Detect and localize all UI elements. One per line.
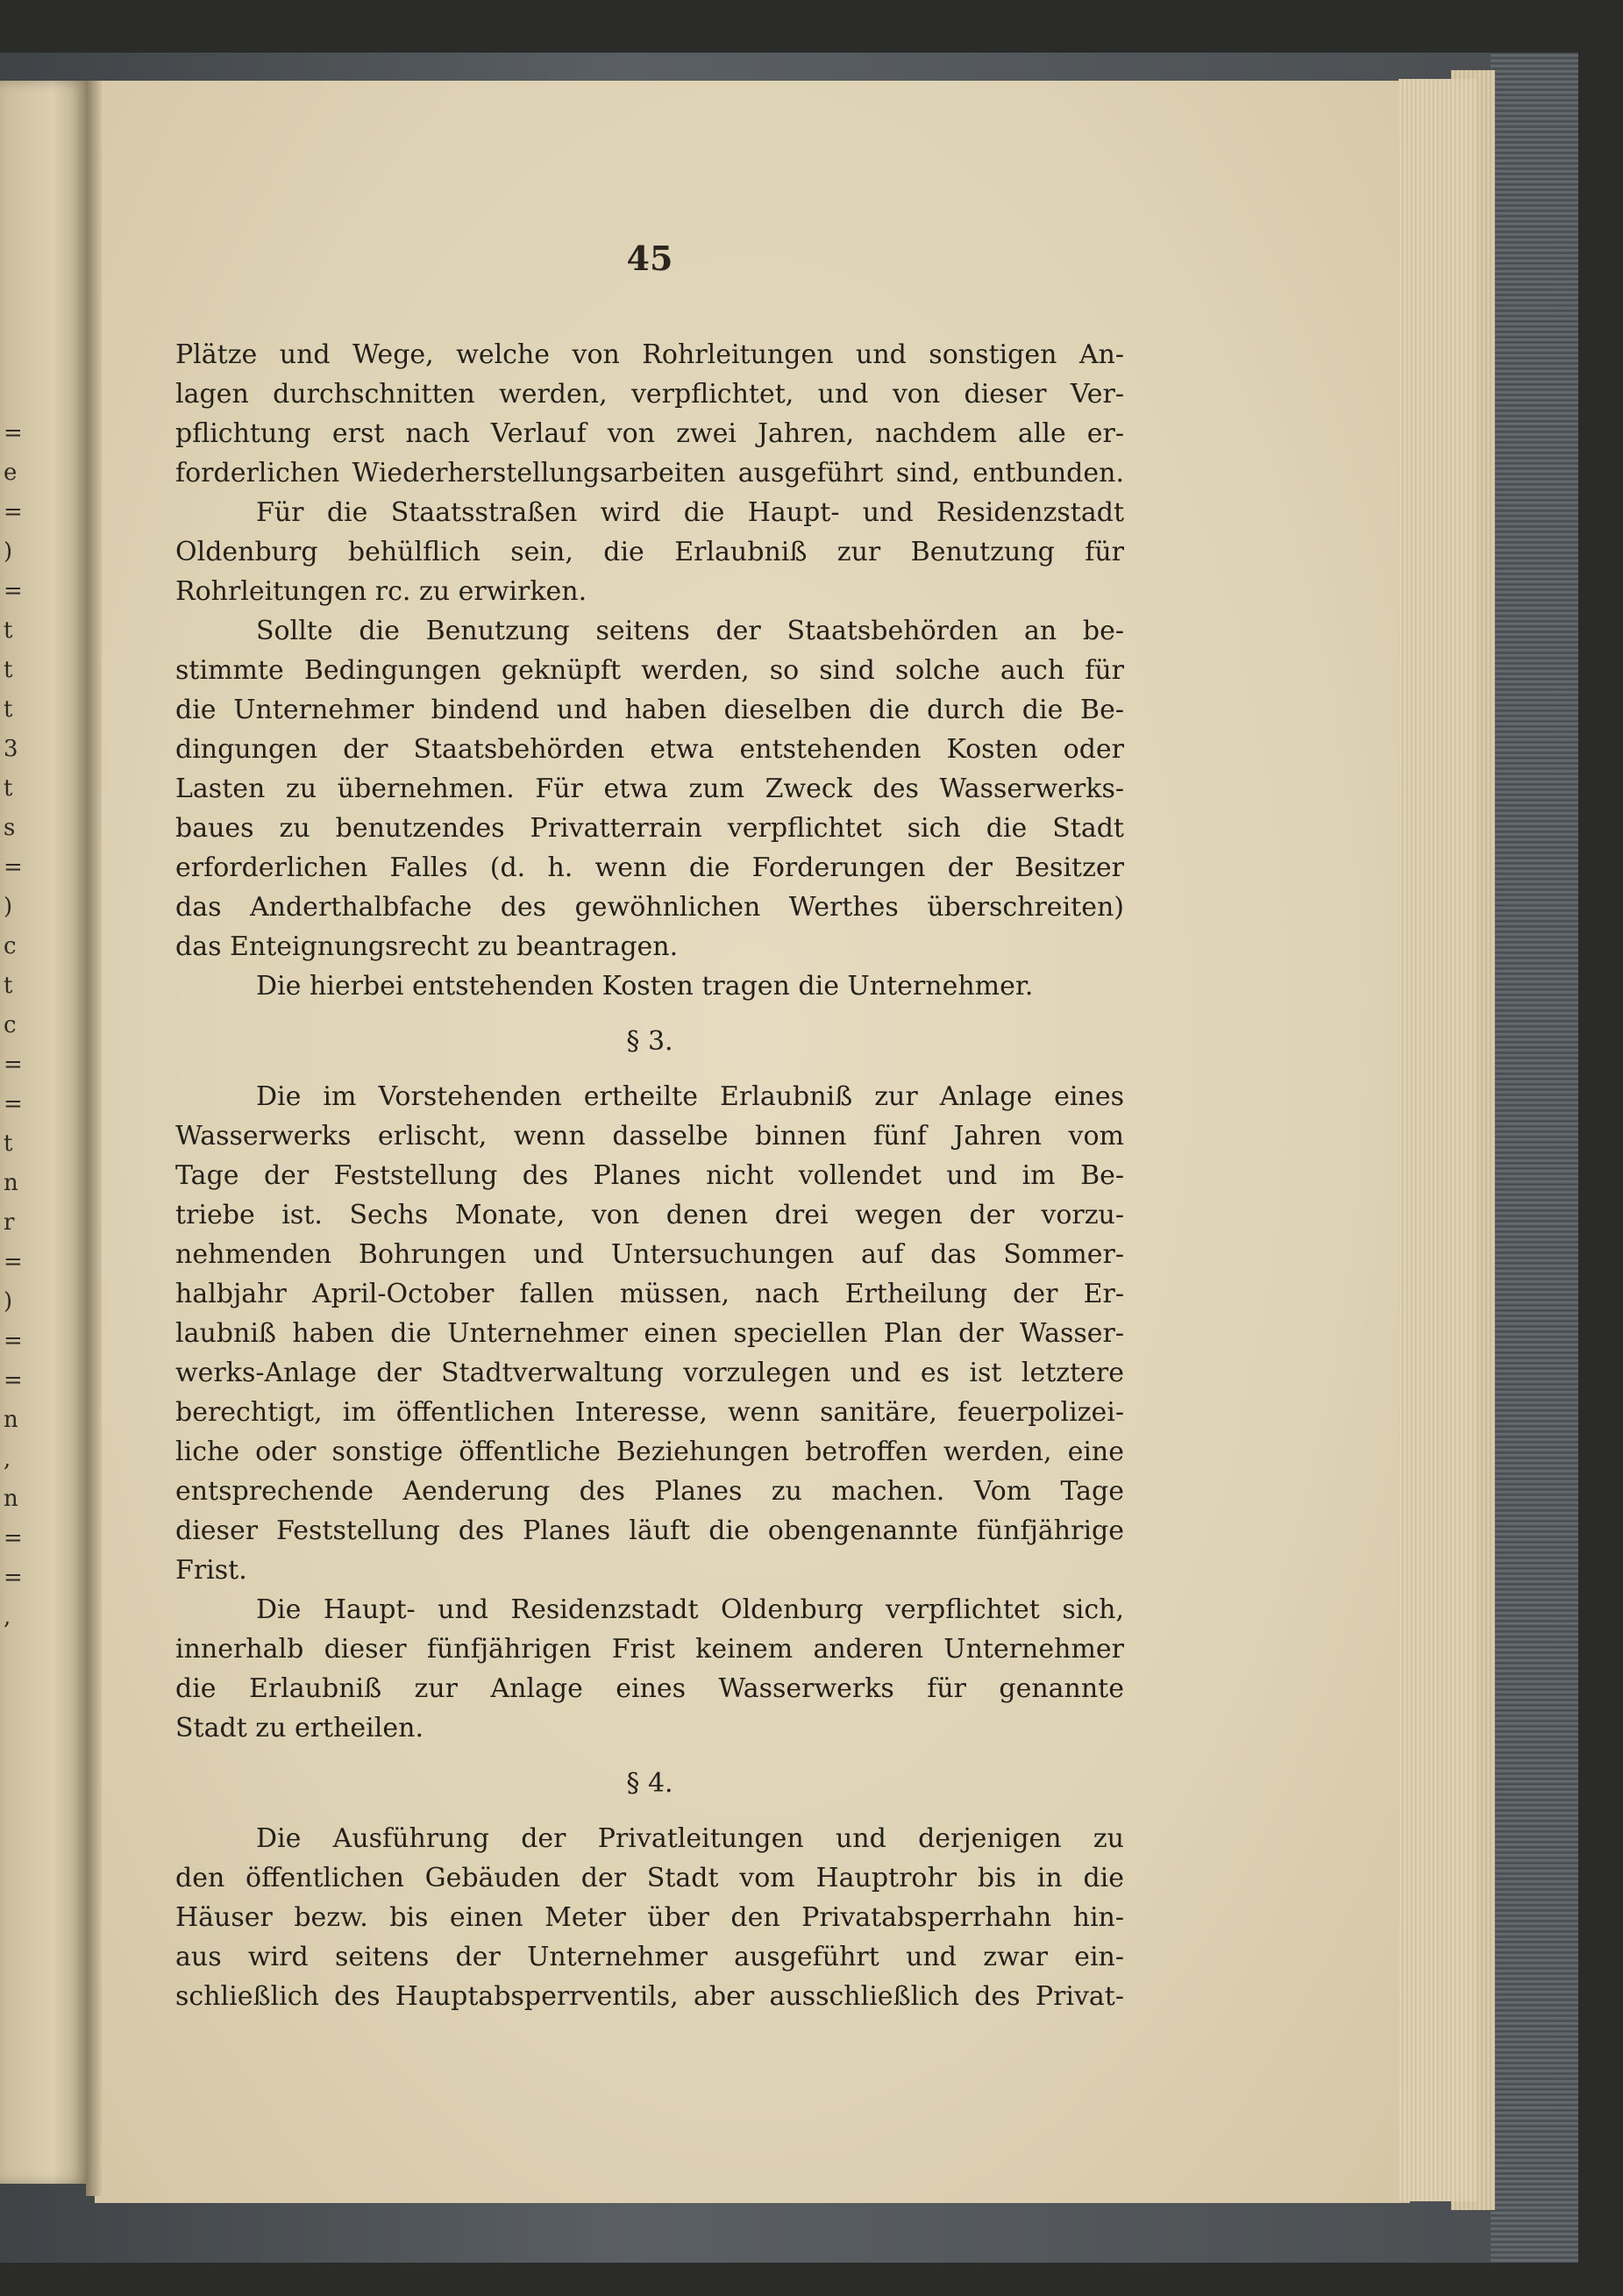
text-line: liche oder sonstige öffentliche Beziehungen betroffen werden, eine	[175, 1437, 1124, 1467]
text-line: Lasten zu übernehmen. Für etwa zum Zweck des Wasserwerks-	[175, 774, 1124, 804]
text-line: Rohrleitungen rc. zu erwirken.	[175, 576, 587, 607]
text-line: Stadt zu ertheilen.	[175, 1713, 424, 1743]
text-line: stimmte Bedingungen geknüpft werden, so sind solche auch für	[175, 655, 1124, 686]
text-line: Oldenburg behülflich sein, die Erlaubniß zur Benutzung für	[175, 537, 1124, 567]
text-line: Tage der Feststellung des Planes nicht vollendet und im Be-	[175, 1160, 1124, 1191]
cover-edge	[1491, 53, 1578, 2263]
page-number: 45	[626, 239, 673, 278]
text-line: dingungen der Staatsbehörden etwa entstehenden Kosten oder	[175, 734, 1124, 765]
text-line: innerhalb dieser fünfjährigen Frist keinem anderen Unternehmer	[175, 1634, 1124, 1665]
text-line: Frist.	[175, 1555, 247, 1586]
text-line: die Unternehmer bindend und haben dieselben die durch die Be-	[175, 695, 1124, 725]
text-line: aus wird seitens der Unternehmer ausgeführt und zwar ein-	[175, 1942, 1124, 1972]
text-line: die Erlaubniß zur Anlage eines Wasserwerks für genannte	[175, 1673, 1124, 1704]
facing-page-margin-marks: = e = ) = t t t 3 t s = ) c t c = = t n r = ) = = n , n = = ,	[4, 420, 23, 1630]
text-line: Die im Vorstehenden ertheilte Erlaubniß zur Anlage eines	[256, 1081, 1124, 1112]
text-line: den öffentlichen Gebäuden der Stadt vom Hauptrohr bis in die	[175, 1863, 1124, 1893]
text-line: berechtigt, im öffentlichen Interesse, wenn sanitäre, feuerpolizei-	[175, 1397, 1124, 1428]
text-line: erforderlichen Falles (d. h. wenn die Forderungen der Besitzer	[175, 852, 1124, 883]
text-line: Plätze und Wege, welche von Rohrleitungen und sonstigen An-	[175, 339, 1124, 370]
text-line: Wasserwerks erlischt, wenn dasselbe binnen fünf Jahren vom	[175, 1121, 1124, 1152]
text-line: Für die Staatsstraßen wird die Haupt- und Residenzstadt	[256, 497, 1124, 528]
text-line: halbjahr April-October fallen müssen, nach Ertheilung der Er-	[175, 1279, 1124, 1309]
text-line: entsprechende Aenderung des Planes zu machen. Vom Tage	[175, 1476, 1124, 1507]
text-block	[175, 335, 1124, 2016]
section-heading: § 3.	[626, 1026, 673, 1057]
text-line: Die hierbei entstehenden Kosten tragen die Unternehmer.	[256, 971, 1034, 1002]
text-line: baues zu benutzendes Privatterrain verpflichtet sich die Stadt	[175, 813, 1124, 844]
page-stack	[1399, 79, 1477, 2201]
text-line: Häuser bezw. bis einen Meter über den Privatabsperrhahn hin-	[175, 1902, 1124, 1933]
page-gutter	[86, 81, 102, 2196]
text-line: schließlich des Hauptabsperrventils, aber ausschließlich des Privat-	[175, 1981, 1124, 2012]
facing-page-edge	[0, 81, 88, 2184]
text-line: werks-Anlage der Stadtverwaltung vorzulegen und es ist letztere	[175, 1358, 1124, 1388]
text-line: pflichtung erst nach Verlauf von zwei Jahren, nachdem alle er-	[175, 418, 1124, 449]
section-gap	[175, 1061, 1124, 1077]
text-line: forderlichen Wiederherstellungsarbeiten ausgeführt sind, entbunden.	[175, 458, 1124, 488]
text-line: dieser Feststellung des Planes läuft die obengenannte fünfjährige	[175, 1515, 1124, 1546]
text-line: nehmenden Bohrungen und Untersuchungen auf das Sommer-	[175, 1239, 1124, 1270]
text-line: Sollte die Benutzung seitens der Staatsbehörden an be-	[256, 616, 1124, 646]
text-line: das Enteignungsrecht zu beantragen.	[175, 931, 679, 962]
text-line: lagen durchschnitten werden, verpflichtet, und von dieser Ver-	[175, 379, 1124, 410]
text-line: Die Haupt- und Residenzstadt Oldenburg verpflichtet sich,	[256, 1594, 1124, 1625]
section-gap	[175, 1803, 1124, 1819]
text-line: triebe ist. Sechs Monate, von denen drei wegen der vorzu-	[175, 1200, 1124, 1230]
text-line: das Anderthalbfache des gewöhnlichen Werthes überschreiten)	[175, 892, 1124, 923]
section-heading: § 4.	[626, 1768, 673, 1799]
text-line: Die Ausführung der Privatleitungen und derjenigen zu	[256, 1823, 1124, 1854]
text-line: laubniß haben die Unternehmer einen speciellen Plan der Wasser-	[175, 1318, 1124, 1349]
section-gap	[175, 1006, 1124, 1022]
section-gap	[175, 1748, 1124, 1764]
